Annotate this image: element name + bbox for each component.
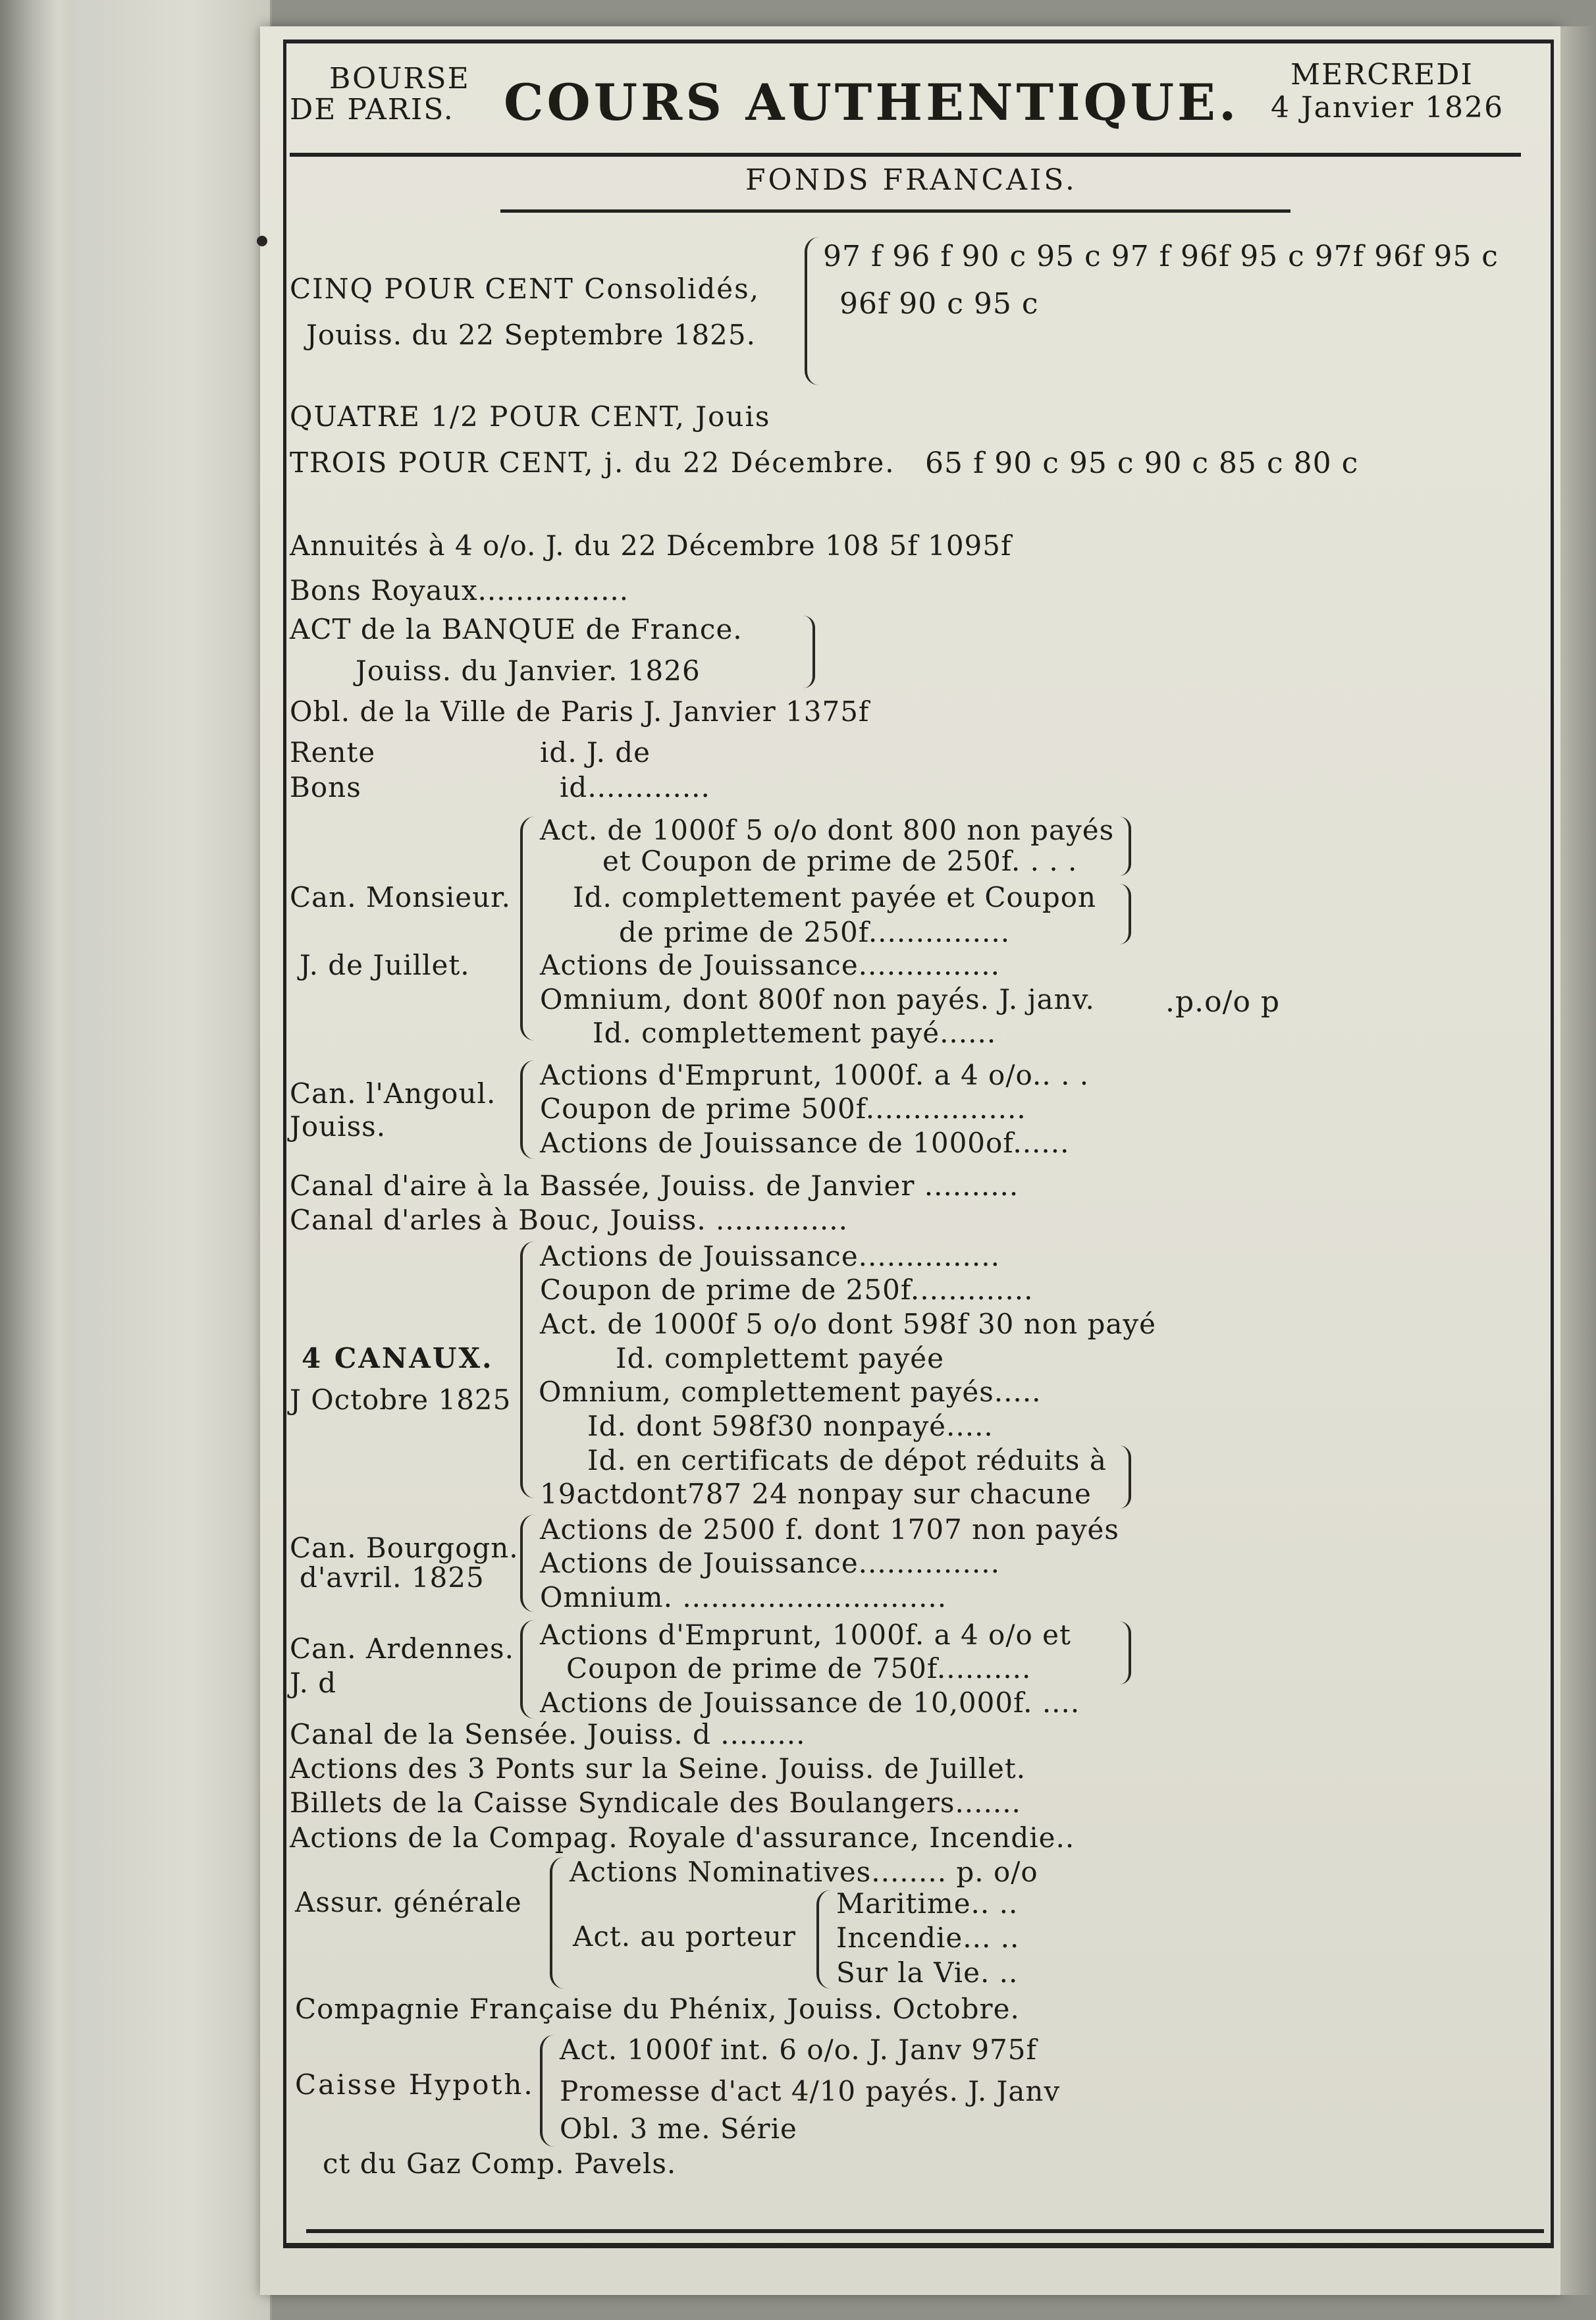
can-monsieur-label: Can. Monsieur.	[290, 881, 511, 913]
cinq-name: CINQ POUR CENT Consolidés,	[290, 273, 760, 305]
can-ardennes-item: Actions de Jouissance de 10,000f. ....	[540, 1686, 1080, 1719]
date-label: 4 Janvier 1826	[1271, 91, 1504, 124]
assur-porteur: Act. au porteur	[573, 1920, 796, 1953]
banque-line1: ACT de la BANQUE de France.	[290, 613, 743, 645]
section-rule	[500, 209, 1290, 213]
assur-nominatives: Actions Nominatives........ p. o/o	[570, 1856, 1038, 1888]
section-title: FONDS FRANCAIS.	[745, 163, 1077, 197]
can-monsieur-item: de prime de 250f...............	[619, 916, 1011, 948]
rente-label: Rente	[290, 736, 376, 769]
can-ardennes-right-brace	[1119, 1621, 1131, 1685]
quatre-canaux-item: Actions de Jouissance...............	[540, 1240, 1000, 1272]
quatre-canaux-item: Omnium, complettement payés.....	[539, 1376, 1042, 1408]
quatre-canaux-brace	[520, 1241, 537, 1498]
assur-brace	[550, 1857, 566, 1989]
ville-paris: Obl. de la Ville de Paris J. Janvier 1375f	[290, 695, 870, 728]
omnium-quote: .p.o/o p	[1165, 985, 1281, 1019]
quatre-canaux-item: Coupon de prime de 250f.............	[540, 1274, 1034, 1306]
cinq-brace	[805, 237, 822, 385]
can-ardennes-label: Can. Ardennes.	[290, 1632, 514, 1665]
cinq-quotes-line1: 97 f 96 f 90 c 95 c 97 f 96f 95 c 97f 96f 95 c	[823, 240, 1499, 273]
can-bourgogne-item: Actions de 2500 f. dont 1707 non payés	[540, 1513, 1119, 1546]
quatre-canaux-item: Id. complettemt payée	[616, 1342, 945, 1374]
can-monsieur-item: Actions de Jouissance...............	[540, 949, 1000, 981]
quatre-canaux-jouiss: J Octobre 1825	[290, 1384, 512, 1416]
misc-line: Canal de la Sensée. Jouiss. d .........	[290, 1718, 806, 1750]
can-monsieur-item: Act. de 1000f 5 o/o dont 800 non payés	[540, 814, 1115, 846]
can-bourgogne-item: Omnium. ............................	[540, 1581, 947, 1613]
ink-dot	[257, 236, 267, 246]
can-ardennes-brace	[520, 1620, 536, 1719]
can-ardennes-jouiss: J. d	[290, 1667, 337, 1699]
paris-label: DE PARIS.	[290, 93, 454, 126]
misc-line: Actions des 3 Ponts sur la Seine. Jouiss. de Juillet.	[290, 1752, 1026, 1785]
can-ardennes-item: Actions d'Emprunt, 1000f. a 4 o/o et	[540, 1619, 1071, 1651]
can-monsieur-right-brace	[1119, 884, 1131, 944]
can-angouleme-jouiss: Jouiss.	[290, 1110, 386, 1143]
bons-royaux: Bons Royaux................	[290, 574, 629, 607]
caisse-item: Promesse d'act 4/10 payés. J. Janv	[560, 2075, 1061, 2107]
assur-sub-item: Incendie... ..	[836, 1922, 1020, 1954]
can-bourgogne-brace	[520, 1515, 536, 1612]
can-angouleme-item: Actions de Jouissance de 1000of......	[540, 1127, 1070, 1159]
can-monsieur-item: Id. complettement payé......	[593, 1017, 997, 1049]
annuites: Annuités à 4 o/o. J. du 22 Décembre 108 5f 1095f	[290, 529, 1012, 562]
can-monsieur-brace	[520, 817, 537, 1040]
can-angouleme-brace	[520, 1060, 536, 1159]
assur-sub-item: Maritime.. ..	[836, 1887, 1019, 1920]
can-monsieur-item: Omnium, dont 800f non payés. J. janv.	[540, 983, 1095, 1015]
bourse-label: BOURSE	[329, 62, 470, 95]
book-spine-edge	[0, 0, 72, 2320]
misc-line: Actions de la Compag. Royale d'assurance, Incendie..	[290, 1821, 1075, 1854]
bons-label: Bons	[290, 771, 361, 803]
canal-arles: Canal d'arles à Bouc, Jouiss. ..............	[290, 1204, 848, 1236]
gaz-line: ct du Gaz Comp. Pavels.	[323, 2147, 677, 2180]
canal-aire: Canal d'aire à la Bassée, Jouiss. de Janvier ..........	[290, 1170, 1019, 1202]
assur-porteur-brace	[816, 1890, 831, 1989]
can-angouleme-label: Can. l'Angoul.	[290, 1077, 496, 1110]
can-bourgogne-label: Can. Bourgogn.	[290, 1532, 519, 1564]
trois-quotes: 65 f 90 c 95 c 90 c 85 c 80 c	[925, 446, 1359, 480]
can-monsieur-item: Id. complettement payée et Coupon	[573, 881, 1097, 913]
phenix: Compagnie Française du Phénix, Jouiss. Octobre.	[295, 1993, 1020, 2025]
caisse-item: Obl. 3 me. Série	[560, 2113, 797, 2145]
quatre-name: QUATRE 1/2 POUR CENT, Jouis	[290, 400, 771, 433]
caisse-label: Caisse Hypoth.	[295, 2068, 535, 2101]
quatre-canaux-item: Act. de 1000f 5 o/o dont 598f 30 non payé	[540, 1308, 1157, 1340]
cinq-quotes-line2: 96f 90 c 95 c	[839, 287, 1039, 321]
caisse-item: Act. 1000f int. 6 o/o. J. Janv 975f	[560, 2034, 1038, 2066]
quatre-canaux-item: 19actdont787 24 nonpay sur chacune	[540, 1478, 1092, 1510]
page-edge-shadow	[1560, 26, 1596, 2295]
cinq-jouiss: Jouiss. du 22 Septembre 1825.	[306, 319, 756, 351]
day-label: MERCREDI	[1290, 58, 1474, 92]
caisse-brace	[540, 2035, 556, 2147]
facing-page-edge	[72, 0, 272, 2320]
misc-line: Billets de la Caisse Syndicale des Boulangers.......	[290, 1787, 1021, 1819]
footer-rule	[306, 2229, 1544, 2233]
can-angouleme-item: Coupon de prime 500f.................	[540, 1093, 1026, 1125]
assur-sub-item: Sur la Vie. ..	[836, 1956, 1019, 1989]
bons-text: id.............	[560, 771, 710, 803]
assur-label: Assur. générale	[295, 1886, 522, 1918]
banque-line2: Jouiss. du Janvier. 1826	[356, 655, 701, 687]
can-monsieur-item: et Coupon de prime de 250f. . . .	[602, 845, 1078, 877]
can-monsieur-right-brace	[1119, 817, 1131, 876]
can-monsieur-jouiss: J. de Juillet.	[300, 949, 470, 981]
can-bourgogne-item: Actions de Jouissance...............	[540, 1547, 1000, 1579]
can-angouleme-item: Actions d'Emprunt, 1000f. a 4 o/o.. . .	[540, 1059, 1090, 1091]
trois-name: TROIS POUR CENT, j. du 22 Décembre.	[290, 446, 895, 479]
header-rule	[290, 153, 1521, 157]
rente-text: id. J. de	[540, 736, 651, 769]
quatre-canaux-right-brace	[1119, 1445, 1131, 1509]
banque-brace	[803, 616, 815, 688]
can-bourgogne-jouiss: d'avril. 1825	[300, 1561, 485, 1594]
page-title: COURS AUTHENTIQUE.	[504, 73, 1240, 132]
can-ardennes-item: Coupon de prime de 750f..........	[566, 1652, 1032, 1685]
quatre-canaux-item: Id. en certificats de dépot réduits à	[587, 1444, 1107, 1476]
quatre-canaux-label: 4 CANAUX.	[302, 1342, 494, 1374]
quatre-canaux-item: Id. dont 598f30 nonpayé.....	[587, 1410, 994, 1442]
